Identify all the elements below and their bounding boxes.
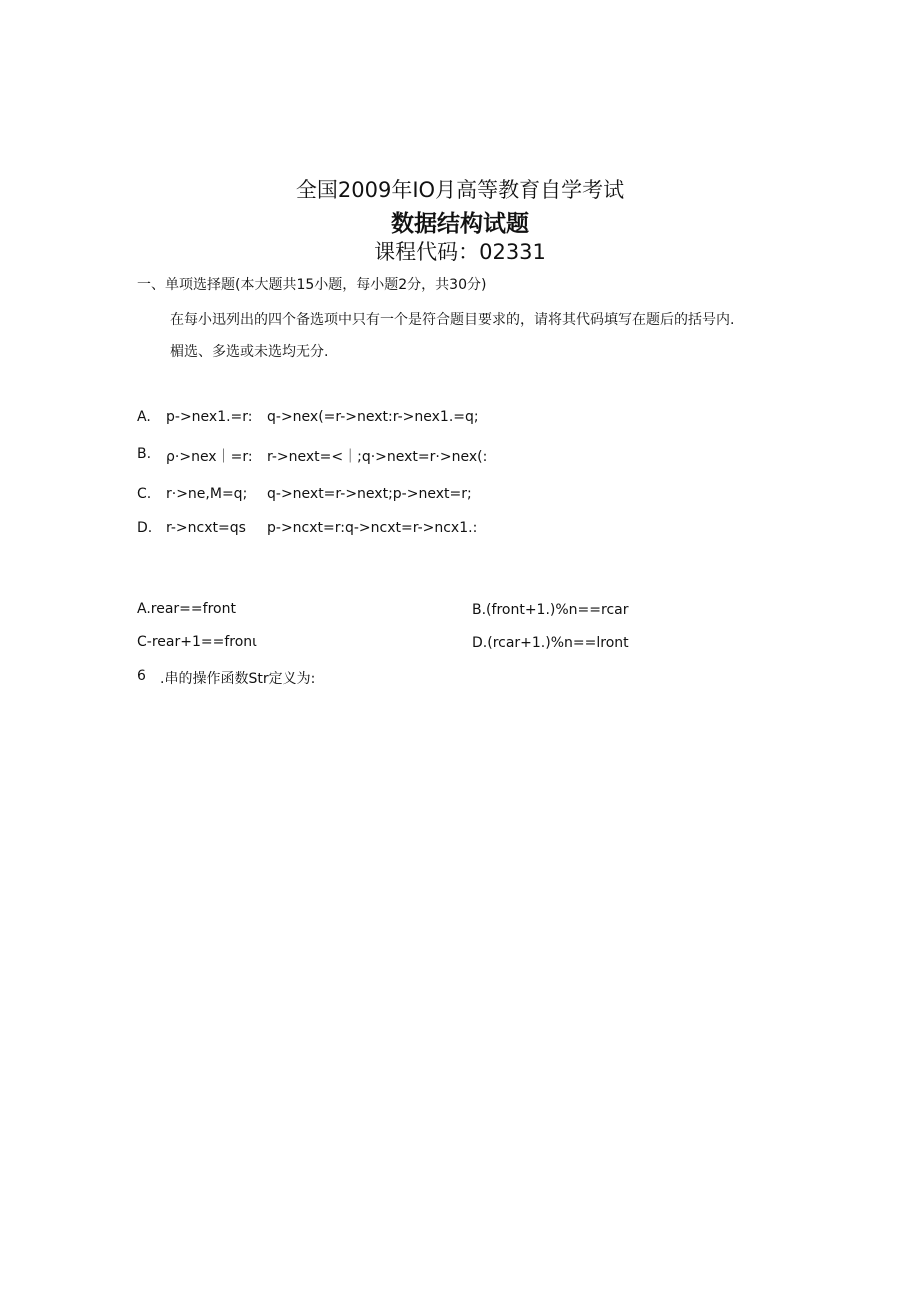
option-code-2: p->ncxt=r:q->ncxt=r->ncx1.: (267, 520, 478, 536)
option-label: C. (137, 486, 152, 502)
queue-option-a: A.rear==front (137, 601, 236, 617)
option-code-1: p->nex1.=r: (166, 409, 253, 425)
instruction-line-1: 在每小迅列出的四个备选项中只有一个是符合题目要求的，请将其代码填写在题后的括号内. (170, 312, 735, 328)
option-code-2: q->nex(=r->next:r->nex1.=q; (267, 409, 479, 425)
option-code-1: ρ·>nex｜=r: (166, 449, 253, 465)
option-code-1: r->ncxt=qs (166, 520, 246, 536)
subject-title: 数据结构试题 (391, 211, 529, 237)
option-code-1: r·>ne,M=q; (166, 486, 248, 502)
option-label: D. (137, 520, 153, 536)
option-label: A. (137, 409, 151, 425)
queue-option-d: D.(rcar+1.)%n==lront (472, 635, 629, 651)
question-number: 6 (137, 668, 146, 684)
queue-option-c: C-rear+1==fronι (137, 634, 257, 650)
option-label: B. (137, 446, 152, 462)
section-heading: 一、单项选择题(本大题共15小题，每小题2分，共30分) (137, 277, 487, 293)
course-code: 课程代码：02331 (374, 240, 546, 264)
option-code-2: r->next=<｜;q·>next=r·>nex(: (267, 449, 488, 465)
question-text: .串的操作函数Str定义为: (160, 671, 316, 687)
instruction-line-2: 楣选、多选或未选均无分. (170, 344, 329, 360)
queue-option-b: B.(front+1.)%n==rcar (472, 602, 629, 618)
exam-title: 全国2009年IO月高等教育自学考试 (295, 178, 625, 202)
option-code-2: q->next=r->next;p->next=r; (267, 486, 472, 502)
